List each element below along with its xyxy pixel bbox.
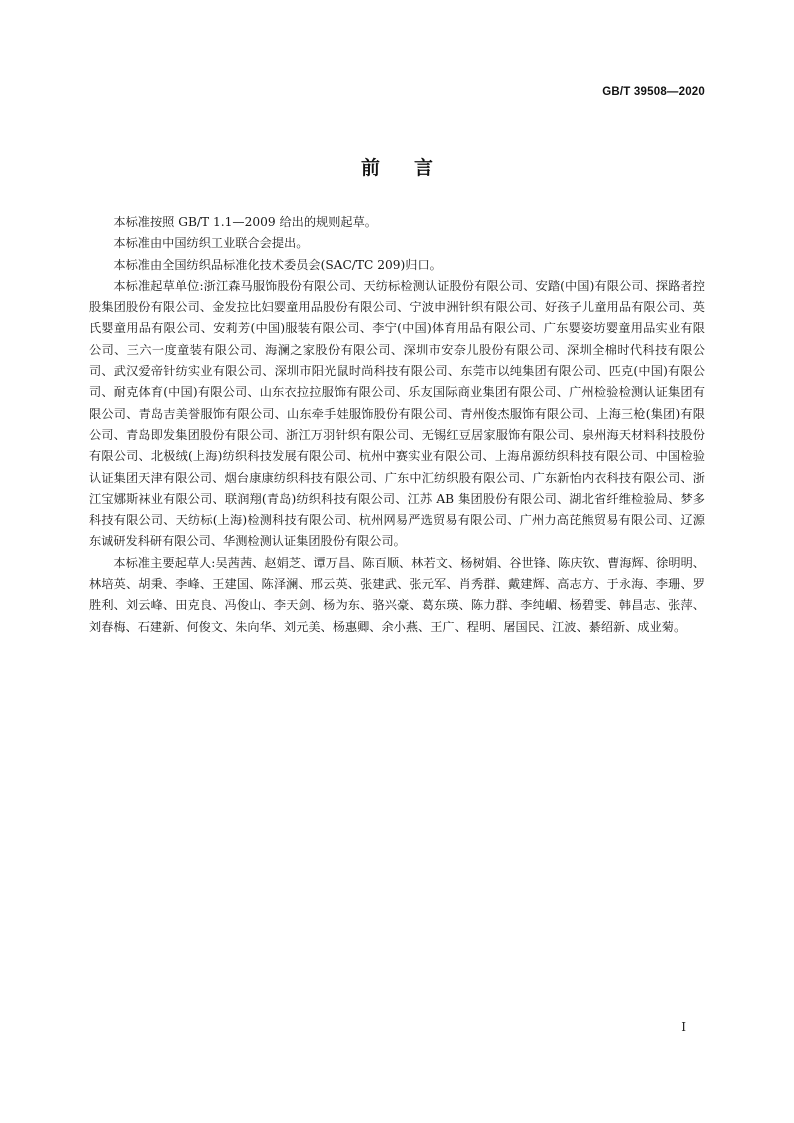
page-title: 前言 [360,157,467,179]
paragraph-centralized-by: 本标准由全国纺织品标准化技术委员会(SAC/TC 209)归口。 [113,257,442,272]
foreword-body [89,212,705,638]
paragraph-drafting-rule: 本标准按照 GB/T 1.1—2009 给出的规则起草。 [113,215,377,229]
standard-code: GB/T 39508—2020 [602,86,705,98]
paragraph-main-drafters: 本标准主要起草人:吴茜茜、赵娟芝、谭万昌、陈百顺、林若文、杨树娟、谷世锋、陈庆钦、曹海辉、徐明明、林培英、胡秉、李峰、王建国、陈泽澜、邢云英、张建武、张元军、肖秀群、戴建辉、高志方、于永海、李珊、罗胜利、刘云峰、田克良、冯俊山、李天剑、杨为东、骆兴豪、葛东瑛、陈力群、李纯嵋、杨碧雯、韩昌志、张萍、刘春梅、石建新、何俊文、朱向华、刘元美、杨惠卿、余小燕、王广、程明、屠国民、江波、綦绍新、成业菊。 [89,555,705,634]
paragraph-drafting-units: 本标准起草单位:浙江森马服饰股份有限公司、天纺标检测认证股份有限公司、安踏(中国)有限公司、探路者控股集团股份有限公司、金发拉比妇婴童用品股份有限公司、宁波申洲针织有限公司、好孩子儿童用品有限公司、英氏婴童用品有限公司、安莉芳(中国)服装有限公司、李宁(中国)体育用品有限公司、广东婴姿坊婴童用品实业有限公司、三六一度童装有限公司、海澜之家股份有限公司、深圳市安奈儿股份有限公司、深圳全棉时代科技有限公司、武汉爱帝针纺实业有限公司、深圳市阳光鼠时尚科技有限公司、东莞市以纯集团有限公司、匹克(中国)有限公司、耐克体育(中国)有限公司、山东衣拉拉服饰有限公司、乐友国际商业集团有限公司、广州检验检测认证集团有限公司、青岛吉美誉服饰有限公司、山东牵手娃服饰股份有限公司、青州俊杰服饰有限公司、上海三枪(集团)有限公司、青岛即发集团股份有限公司、浙江万羽针织有限公司、无锡红豆居家服饰有限公司、泉州海天材料科技股份有限公司、北极绒(上海)纺织科技发展有限公司、杭州中赛实业有限公司、上海帛源纺织科技有限公司、中国检验认证集团天津有限公司、烟台康康纺织科技有限公司、广东中汇纺织股有限公司、广东新怡内衣科技有限公司、浙江宝娜斯袜业有限公司、联润翔(青岛)纺织科技有限公司、江苏 AB 集团股份有限公司、湖北省纤维检验局、梦多科技有限公司、天纺标(上海)检测科技有限公司、杭州网易严选贸易有限公司、广州力高芘熊贸易有限公司、辽源东诚研发科研有限公司、华测检测认证集团股份有限公司。 [89,278,705,549]
paragraph-proposer: 本标准由中国纺织工业联合会提出。 [113,236,309,251]
page-number: I [681,1020,686,1034]
